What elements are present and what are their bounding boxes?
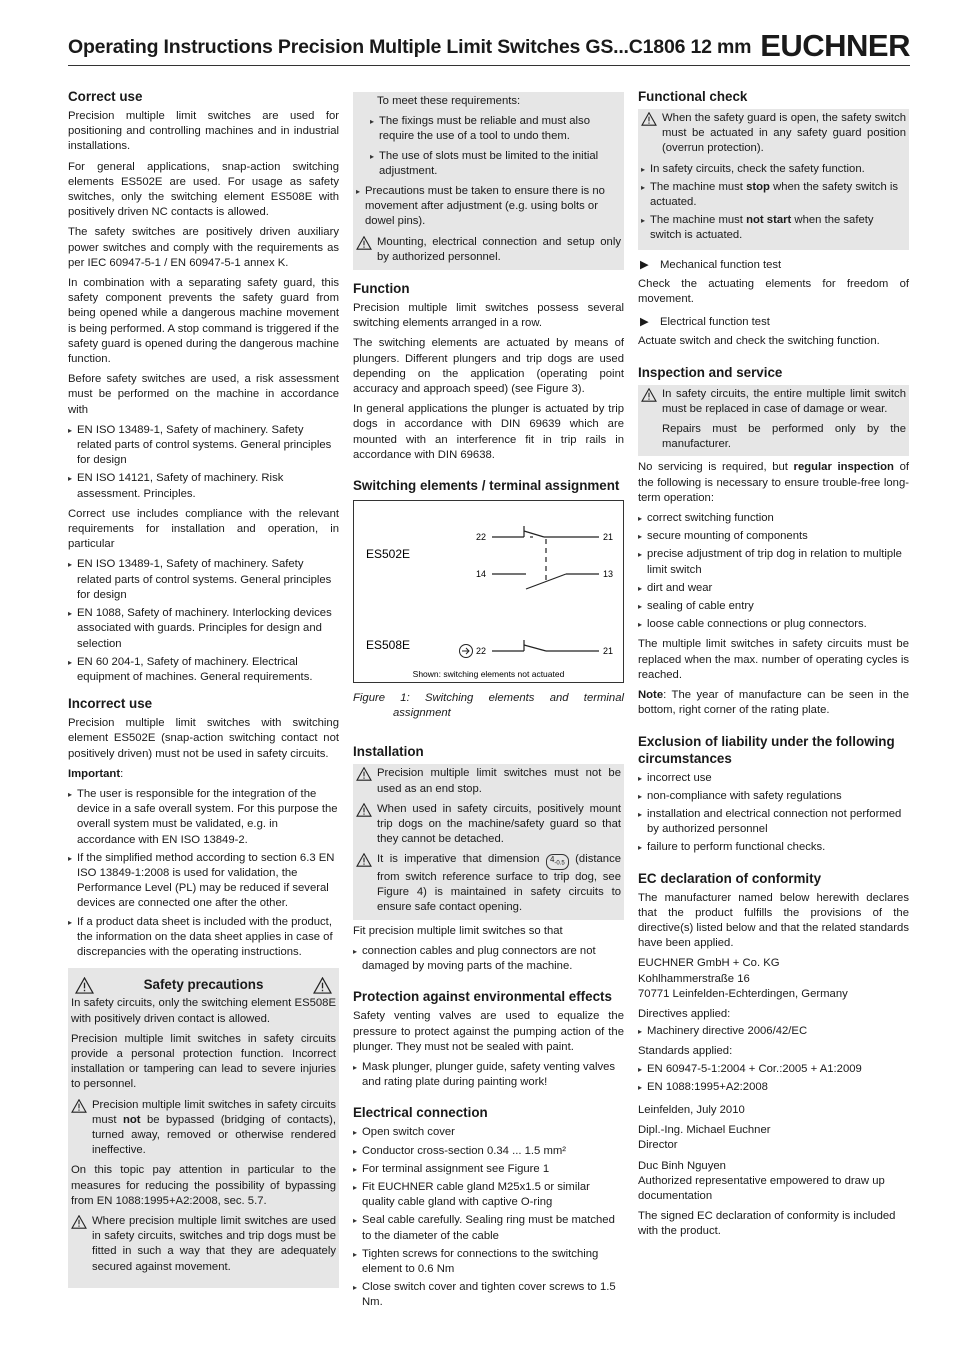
requirements-box xyxy=(353,92,624,270)
terminal-14: 14 xyxy=(476,569,487,580)
brand-logo: EUCHNER xyxy=(760,28,910,63)
terminal-13: 13 xyxy=(603,569,614,580)
safety-precautions-heading: Safety precautions xyxy=(71,970,336,996)
installation-warnings xyxy=(353,764,624,919)
warning-icon xyxy=(75,977,94,994)
paragraph: The multiple limit switches in safety circuits must be replaced when the max. number of operating cycles is reached. xyxy=(638,638,909,681)
paragraph: Before safety switches are used, a risk assessment must be performed on the machine in accordance with xyxy=(68,373,339,416)
list-item: ▸ Close switch cover and tighten cover screws to 1.5 Nm. xyxy=(353,1280,624,1310)
place-date: Leinfelden, July 2010 xyxy=(638,1103,745,1116)
paragraph: Precision multiple limit switches in safety circuits provide a personal protection function. Incorrect installation or tampering can lead to severe injuries to personnel. xyxy=(71,1032,336,1091)
warning-icon xyxy=(356,853,372,867)
list-item: ▸ For terminal assignment see Figure 1 xyxy=(353,1162,624,1177)
list-item: ▸ The machine must not start when the safety switch is actuated. xyxy=(641,213,906,243)
list-item: ▸ Conductor cross-section 0.34 ... 1.5 mm² xyxy=(353,1144,624,1159)
correct-use-heading: Correct use xyxy=(68,89,143,104)
paragraph: The switching elements are actuated by means of plungers. Different plungers and trip dogs are used depending on the application (operating point accuracy and approach speed) (see Figure 3). xyxy=(353,337,624,396)
important-list xyxy=(68,787,339,960)
column-2 xyxy=(353,92,624,1316)
end-stop-warning: Precision multiple limit switches must not be used as an end stop. xyxy=(356,766,621,796)
list-item: ▸ secure mounting of components xyxy=(638,529,909,544)
functional-check-box xyxy=(638,109,909,250)
paragraph: In safety circuits, only the switching element ES508E with positively driven contact is allowed. xyxy=(71,997,336,1025)
list-item: ▸ The use of slots must be limited to the initial adjustment. xyxy=(370,149,621,179)
paragraph: Fit precision multiple limit switches so that xyxy=(353,924,563,937)
warning-icon xyxy=(356,236,372,250)
dimension-warning: It is imperative that dimension $4_{-0.5}$ (distance from switch reference surface to trip dog, see Figure 4) is maintained in safety circuits to ensure safe contact opening. xyxy=(356,852,621,915)
figure-note: Shown: switching elements not actuated xyxy=(412,669,565,680)
note: Note: The year of manufacture can be seen in the bottom, right corner of the rating plate. xyxy=(638,689,909,717)
column-1 xyxy=(68,88,339,1292)
movement-warning: Where precision multiple limit switches are used in safety circuits, switches and trip dogs must be fitted in such a way that they are adequately secured against movement. xyxy=(71,1214,336,1275)
directives-label: Directives applied: xyxy=(638,1007,731,1020)
list-item: ▸ dirt and wear xyxy=(638,581,909,596)
list-item: ▸ EN ISO 14121, Safety of machinery. Risk assessment. Principles. xyxy=(68,471,339,501)
document-title: Operating Instructions Precision Multiple Limit Switches GS...C1806 12 mm xyxy=(68,36,752,58)
es508e-label: ES508E xyxy=(366,638,411,653)
switching-elements-heading: Switching elements / terminal assignment xyxy=(353,478,620,494)
list-item: ▸ Open switch cover xyxy=(353,1125,624,1140)
terminal-21: 21 xyxy=(603,532,614,543)
warning-icon xyxy=(71,1099,87,1113)
requirements-list xyxy=(68,557,339,685)
list-item: ▸ EN 60 204-1, Safety of machinery. Electrical equipment of machines. General requirements. xyxy=(68,655,339,685)
warning-icon xyxy=(71,1215,87,1229)
list-item: ▸ If a product data sheet is included with the product, the information on the data sheet applies in case of discrepancies with the operating instructions. xyxy=(68,915,339,961)
switching-diagram xyxy=(354,501,623,682)
warning-icon xyxy=(313,977,332,994)
paragraph: The manufacturer named below herewith declares that the product fulfills the provisions of the directive(s) listed below and that the related standards have been applied. xyxy=(638,891,909,950)
list-item: ▸ In safety circuits, check the safety function. xyxy=(641,162,906,177)
paragraph: Precision multiple limit switches possess several switching elements arranged in a row. xyxy=(353,302,624,330)
page-header xyxy=(68,26,910,66)
protection-heading: Protection against environmental effects xyxy=(353,989,612,1005)
column-3 xyxy=(638,88,909,1245)
paragraph: Actuate switch and check the switching function. xyxy=(638,335,880,348)
paragraph: Precision multiple limit switches are used for positioning and controlling machines and in industrial installations. xyxy=(68,110,339,153)
list-item: ▸ Precautions must be taken to ensure there is no movement after adjustment (e.g. using bolts or dowel pins). xyxy=(356,184,621,230)
ec-declaration-heading: EC declaration of conformity xyxy=(638,870,822,886)
functional-check-heading: Functional check xyxy=(638,89,748,104)
switching-elements-figure xyxy=(353,500,624,683)
electrical-list xyxy=(353,1125,624,1310)
list-item: ▸ The fixings must be reliable and must also require the use of a tool to undo them. xyxy=(370,114,621,144)
terminal-21: 21 xyxy=(603,646,614,657)
list-item: ▸ The machine must stop when the safety switch is actuated. xyxy=(641,180,906,210)
directives-list xyxy=(638,1024,909,1039)
trip-dog-warning: When used in safety circuits, positively mount trip dogs on the machine/safety guard so that they cannot be detached. xyxy=(356,802,621,848)
warning-icon xyxy=(641,388,657,402)
es502e-label: ES502E xyxy=(366,547,411,562)
list-item: ▸ connection cables and plug connectors are not damaged by moving parts of the machine. xyxy=(353,944,624,974)
paragraph: Correct use includes compliance with the relevant requirements for installation and operation, in particular xyxy=(68,507,339,551)
list-item: ▸ incorrect use xyxy=(638,771,909,786)
terminal-22: 22 xyxy=(476,532,487,543)
warning-icon xyxy=(641,112,657,126)
list-item: ▸ EN 1088, Safety of machinery. Interlocking devices associated with guards. Principles for design and selection xyxy=(68,606,339,652)
paragraph: To meet these requirements: xyxy=(377,95,521,107)
exclusion-heading: Exclusion of liability under the following circumstances xyxy=(638,733,895,766)
list-item: ▸ correct switching function xyxy=(638,511,909,526)
arrow-right-icon: ▶ xyxy=(640,316,649,329)
paragraph: In general applications the plunger is actuated by trip dogs in accordance with DIN 69639 which are mounted with an interference fit in trip rails in accordance with DIN 69638. xyxy=(353,403,624,461)
paragraph: On this topic pay attention in particular to the measures for reducing the possibility of bypassing from EN 1088:1995+A2:2008, sec. 5.7. xyxy=(71,1164,336,1207)
standards-label: Standards applied: xyxy=(638,1045,733,1058)
terminal-22: 22 xyxy=(476,646,487,657)
list-item: ▸ non-compliance with safety regulations xyxy=(638,789,909,804)
paragraph: No servicing is required, but regular inspection of the following is necessary to ensure trouble-free long-term operation: xyxy=(638,461,909,504)
list-item: ▸ precise adjustment of trip dog in relation to multiple limit switch xyxy=(638,547,909,577)
inspection-list xyxy=(638,511,909,632)
warning-icon xyxy=(356,767,372,781)
list-item: ▸ EN ISO 13489-1, Safety of machinery. Safety related parts of control systems. General principles for design xyxy=(68,557,339,603)
safety-precautions-box xyxy=(68,968,339,1288)
list-item: ▸ Tighten screws for connections to the switching element to 0.6 Nm xyxy=(353,1247,624,1277)
standards-list xyxy=(638,1062,909,1095)
bypass-warning: Precision multiple limit switches in safety circuits must not be bypassed (bridging of contacts), turned away, removed or otherwise rendered ineffective. xyxy=(71,1098,336,1159)
installation-heading: Installation xyxy=(353,744,424,760)
dimension-badge: $4_{-0.5}$ xyxy=(546,854,569,870)
risk-standards-list xyxy=(68,423,339,502)
replacement-warning: In safety circuits, the entire multiple limit switch must be replaced in case of damage or wear. xyxy=(641,387,906,417)
warning-icon xyxy=(356,803,372,817)
list-item: ▸ The user is responsible for the integration of the device in a safe overall system. For this purpose the overall system must be validated, e.g. in accordance with EN ISO 13849-2. xyxy=(68,787,339,848)
paragraph: Precision multiple limit switches with switching element ES502E (snap-action switching contact not positively driven) must not be used in safety circuits. xyxy=(68,717,339,760)
list-item: ▸ EN ISO 13489-1, Safety of machinery. Safety related parts of control systems. General principles for design xyxy=(68,423,339,469)
electrical-test-label: ▶ Electrical function test xyxy=(638,315,909,330)
paragraph: For general applications, snap-action switching elements ES502E are used. For usage as safety switches, only the switching element ES508E with positively driven NC contacts is allowed. xyxy=(68,160,339,219)
paragraph: The signed EC declaration of conformity is included with the product. xyxy=(638,1210,896,1238)
list-item: ▸ EN 60947-5-1:2004 + Cor.:2005 + A1:2009 xyxy=(638,1062,909,1077)
important-label: Important: xyxy=(68,767,124,780)
personnel-warning: Mounting, electrical connection and setup only by authorized personnel. xyxy=(356,235,621,265)
list-item: ▸ failure to perform functional checks. xyxy=(638,840,909,855)
exclusion-list xyxy=(638,771,909,856)
electrical-connection-heading: Electrical connection xyxy=(353,1105,488,1121)
arrow-right-icon: ▶ xyxy=(640,258,649,271)
requirements-sublist xyxy=(356,114,621,179)
installation-list xyxy=(353,944,624,974)
precaution-list xyxy=(356,184,621,230)
list-item: ▸ Fit EUCHNER cable gland M25x1.5 or similar quality cable gland with captive O-ring xyxy=(353,1180,624,1210)
list-item: ▸ loose cable connections or plug connectors. xyxy=(638,617,909,632)
paragraph: Safety venting valves are used to equalize the pressure to protect against the pumping action of the plunger. They must not be sealed with paint. xyxy=(353,1010,624,1053)
inspection-box xyxy=(638,385,909,457)
list-item: ▸ Seal cable carefully. Sealing ring must be matched to the diameter of the cable xyxy=(353,1213,624,1243)
mechanical-test-label: ▶ Mechanical function test xyxy=(638,258,909,273)
incorrect-use-heading: Incorrect use xyxy=(68,696,153,712)
list-item: ▸ Machinery directive 2006/42/EC xyxy=(638,1024,909,1039)
paragraph: Check the actuating elements for freedom of movement. xyxy=(638,277,909,306)
paragraph: Repairs must be performed only by the manufacturer. xyxy=(662,423,906,451)
signatory-1: Dipl.-Ing. Michael Euchner Director xyxy=(638,1124,771,1152)
function-heading: Function xyxy=(353,281,410,297)
list-item: ▸ Mask plunger, plunger guide, safety venting valves and rating plate during painting work! xyxy=(353,1060,624,1090)
functional-check-list xyxy=(641,162,906,244)
manufacturer-address: EUCHNER GmbH + Co. KG Kohlhammerstraße 16 70771 Leinfelden-Echterdingen, Germany xyxy=(638,957,848,1000)
list-item: ▸ If the simplified method according to section 6.3 EN ISO 13849-1:2008 is used for validation, the Performance Level (PL) may be reduced if several devices are connected one after the other. xyxy=(68,851,339,912)
list-item: ▸ EN 1088:1995+A2:2008 xyxy=(638,1080,909,1095)
protection-list xyxy=(353,1060,624,1090)
list-item: ▸ sealing of cable entry xyxy=(638,599,909,614)
paragraph: In combination with a separating safety guard, this safety component prevents the safety guard from being opened while a dangerous machine movement is being performed. A stop command is triggered if the safety guard is opened during the dangerous machine function. xyxy=(68,277,339,366)
figure-caption: Figure 1: Switching elements and terminal assignment xyxy=(353,692,624,720)
overrun-warning: When the safety guard is open, the safety switch must be actuated in any safety guard position (overrun protection). xyxy=(641,111,906,157)
paragraph: The safety switches are positively driven auxiliary power switches and comply with the requirements as per IEC 60947-5-1 / EN 60947-5-1 annex K. xyxy=(68,226,339,269)
signatory-2: Duc Binh Nguyen Authorized representative empowered to draw up documentation xyxy=(638,1159,885,1202)
list-item: ▸ installation and electrical connection not performed by authorized personnel xyxy=(638,807,909,837)
inspection-heading: Inspection and service xyxy=(638,364,783,380)
